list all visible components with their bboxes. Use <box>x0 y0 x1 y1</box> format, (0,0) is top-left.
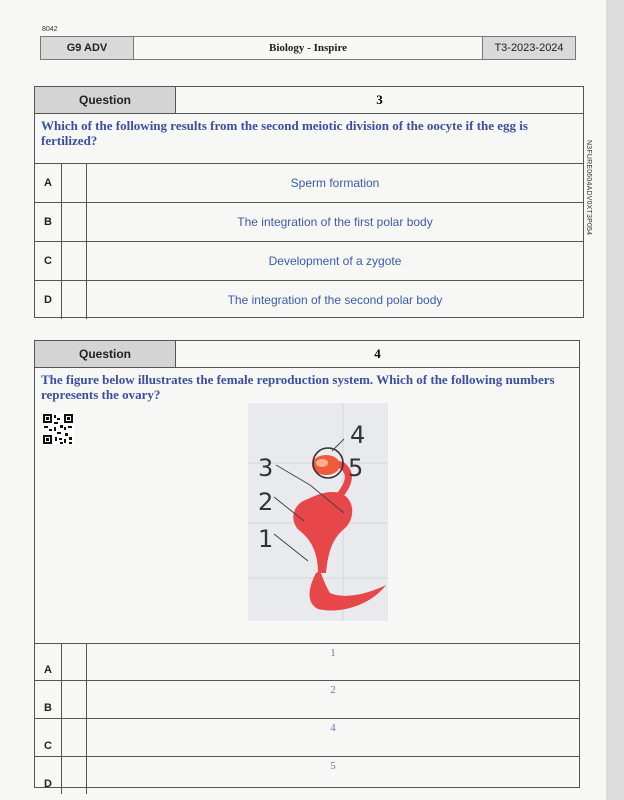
question-3-header <box>35 87 583 114</box>
option-letter: B <box>35 681 62 718</box>
option-letter: D <box>35 757 62 794</box>
option-b[interactable] <box>35 202 583 241</box>
grade-label: G9 ADV <box>41 37 134 59</box>
option-letter: B <box>35 203 62 241</box>
qr-code-icon <box>42 413 74 445</box>
question-4-text: The figure below illustrates the female reproduction system. Which of the following numbers represents the ovary? <box>41 372 555 402</box>
question-label: Question <box>35 87 176 113</box>
figure-label-4: 4 <box>350 421 366 449</box>
answer-cell <box>62 281 87 319</box>
option-d[interactable] <box>35 280 583 319</box>
option-text: Sperm formation <box>290 176 380 190</box>
option-letter: A <box>35 164 62 202</box>
figure-label-2: 2 <box>258 488 274 516</box>
option-c[interactable] <box>35 241 583 280</box>
option-text: 2 <box>330 684 336 696</box>
question-3-text: Which of the following results from the second meiotic division of the oocyte if the egg is fertilized? <box>41 118 528 148</box>
option-letter: A <box>35 644 62 680</box>
question-3-box <box>34 86 584 318</box>
answer-cell <box>62 757 87 794</box>
page-edge-shadow <box>606 0 624 800</box>
figure-label-1: 1 <box>258 525 274 553</box>
option-d[interactable] <box>35 756 579 794</box>
answer-cell <box>62 719 87 756</box>
option-letter: C <box>35 719 62 756</box>
option-a[interactable] <box>35 163 583 202</box>
question-number: 4 <box>374 346 381 361</box>
option-text: 1 <box>330 647 336 659</box>
figure-label-3: 3 <box>258 454 274 482</box>
term-label: T3-2023-2024 <box>482 37 575 59</box>
side-code: N3FURE0604ADV0XT3P054 <box>585 140 592 236</box>
subject-label: Biology - Inspire <box>268 42 348 54</box>
option-text: Development of a zygote <box>268 254 402 268</box>
question-4-header <box>35 341 579 368</box>
option-text: The integration of the first polar body <box>237 215 433 229</box>
exam-header <box>40 36 576 60</box>
figure-label-5: 5 <box>348 454 364 482</box>
answer-cell <box>62 164 87 202</box>
option-text: 5 <box>330 760 336 772</box>
option-letter: C <box>35 242 62 280</box>
option-text: 4 <box>330 722 336 734</box>
answer-cell <box>62 203 87 241</box>
option-a[interactable] <box>35 643 579 680</box>
female-reproductive-system-figure <box>248 403 388 621</box>
question-number: 3 <box>376 92 383 107</box>
question-label: Question <box>35 341 176 367</box>
option-text: The integration of the second polar body <box>227 293 443 307</box>
option-c[interactable] <box>35 718 579 756</box>
answer-cell <box>62 644 87 680</box>
answer-cell <box>62 681 87 718</box>
doc-code: 8042 <box>42 26 58 33</box>
option-letter: D <box>35 281 62 319</box>
answer-cell <box>62 242 87 280</box>
option-b[interactable] <box>35 680 579 718</box>
